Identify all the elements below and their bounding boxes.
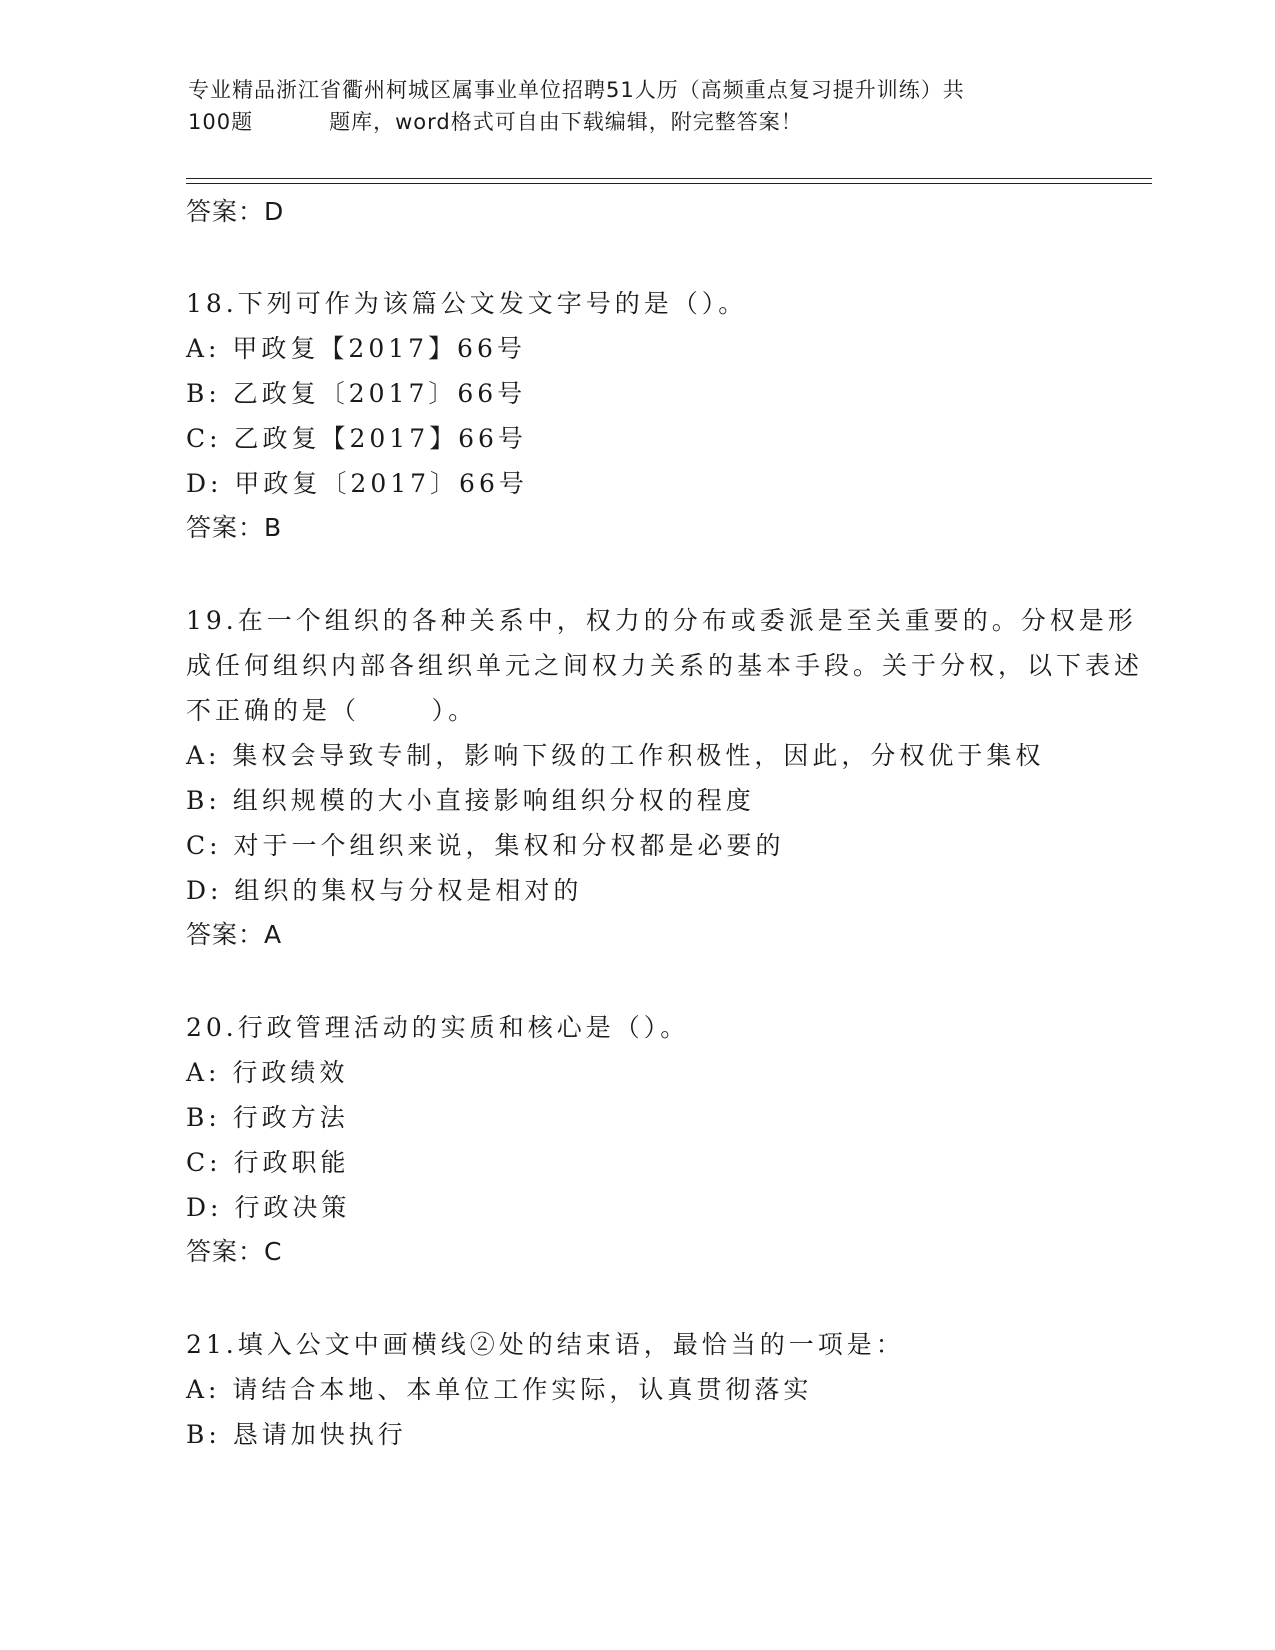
question-19 (186, 598, 1146, 957)
option-b: B: 行政方法 (186, 1103, 349, 1132)
option-b: B: 乙政复〔2017〕66号 (186, 379, 527, 408)
option-a: A: 行政绩效 (186, 1058, 349, 1087)
question-text: 18.下列可作为该篇公文发文字号的是（）。 (186, 289, 748, 318)
header-line-1: 专业精品浙江省衢州柯城区属事业单位招聘51人历（高频重点复习提升训练）共 (188, 78, 965, 102)
option-d: D: 甲政复〔2017〕66号 (186, 469, 528, 498)
header-divider-top (186, 178, 1152, 179)
question-text: 19.在一个组织的各种关系中，权力的分布或委派是至关重要的。分权是形成任何组织内部各组织单元之间权力关系的基本手段。关于分权，以下表述不正确的是（ ）。 (186, 606, 1144, 725)
option-c: C: 对于一个组织来说，集权和分权都是必要的 (186, 831, 785, 860)
option-d: D: 行政决策 (186, 1193, 351, 1222)
option-b: B: 恳请加快执行 (186, 1420, 407, 1449)
answer: 答案：A (186, 920, 283, 949)
header-line-2 (188, 106, 1088, 138)
option-a: A: 甲政复【2017】66号 (186, 334, 526, 363)
option-a: A: 请结合本地、本单位工作实际，认真贯彻落实 (186, 1375, 813, 1404)
header-question-count: 100题 (188, 110, 254, 134)
answer: 答案：C (186, 1237, 283, 1266)
previous-answer: 答案：D (186, 197, 285, 226)
question-18 (186, 281, 1146, 550)
option-a: A: 集权会导致专制，影响下级的工作积极性，因此，分权优于集权 (186, 741, 1045, 770)
header-description: 题库，word格式可自由下载编辑，附完整答案！ (329, 110, 803, 134)
answer: 答案：B (186, 513, 283, 542)
header-divider-bottom (186, 183, 1152, 184)
document-header (188, 74, 1088, 138)
option-b: B: 组织规模的大小直接影响组织分权的程度 (186, 786, 755, 815)
option-c: C: 乙政复【2017】66号 (186, 424, 527, 453)
question-20 (186, 1005, 1146, 1274)
option-c: C: 行政职能 (186, 1148, 350, 1177)
question-21 (186, 1322, 1146, 1457)
question-list (186, 190, 1146, 1457)
question-text: 20.行政管理活动的实质和核心是（）。 (186, 1013, 690, 1042)
option-d: D: 组织的集权与分权是相对的 (186, 876, 583, 905)
question-text: 21.填入公文中画横线②处的结束语，最恰当的一项是： (186, 1330, 905, 1359)
